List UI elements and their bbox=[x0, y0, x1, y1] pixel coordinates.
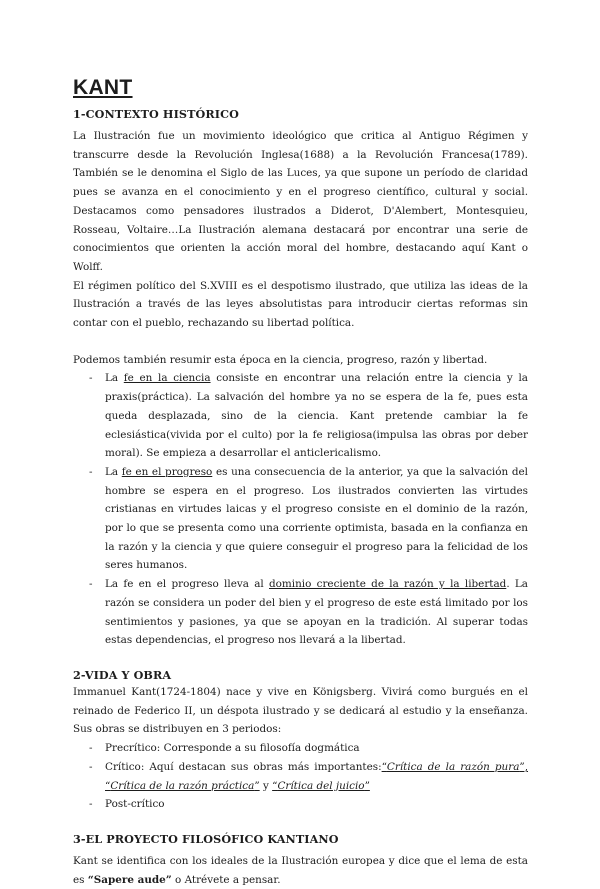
list-dash: - bbox=[89, 372, 93, 385]
term-fe-en-el-progreso: fe en el progreso bbox=[121, 465, 213, 478]
list-dash: - bbox=[89, 798, 93, 811]
section-heading-vida-obra: 2-VIDA Y OBRA bbox=[73, 667, 172, 682]
term-dominio-razon: dominio creciente de la razón y la libertad bbox=[269, 578, 507, 591]
list-item: - La fe en la ciencia consiste en encontrar una relación entre la ciencia y la praxis(práctica). La salvación del hombre ya no se espera de la fe, pues esta queda desplazada, sino de la ciencia. Kant pretende cambiar la fe eclesiástica(vivida por el culto) por la fe religiosa(impulsa las obras por deber moral). Se empieza a desarrollar el anticlericalismo. bbox=[73, 369, 528, 463]
paragraph-sapere-aude: Kant se identifica con los ideales de la Ilustración europea y dice que el lema de esta es “Sapere aude” o Atrévete a pensar. bbox=[73, 854, 528, 886]
list-item: - Precrítico: Corresponde a su filosofía dogmática bbox=[73, 739, 528, 758]
list-item: - Post-crítico bbox=[73, 795, 528, 814]
work-title-juicio: Crítica del juicio bbox=[277, 779, 365, 792]
paragraph-despotismo: El régimen político del S.XVIII es el despotismo ilustrado, que utiliza las ideas de la Ilustración a través de las leyes absolutistas para introducir ciertas reformas sin contar con el pueblo, rechazando su libertad política. bbox=[73, 279, 528, 330]
list-item: - La fe en el progreso lleva al dominio creciente de la razón y la libertad. La razón se considera un poder del bien y el progreso de este está limitado por los sentimientos y pasiones, ya que se apoyan en la tradición. Al superar todas estas dependencias, el progreso nos llevará a la libertad. bbox=[73, 575, 528, 650]
list-dash: - bbox=[89, 760, 93, 773]
paragraph-resumen: Podemos también resumir esta época en la ciencia, progreso, razón y libertad. bbox=[73, 353, 488, 366]
section-heading-contexto: 1-CONTEXTO HISTÓRICO bbox=[73, 107, 239, 121]
work-title-razon-pura: Crítica de la razón pura bbox=[386, 760, 520, 773]
term-fe-en-la-ciencia: fe en la ciencia bbox=[123, 372, 211, 385]
section-heading-proyecto: 3-EL PROYECTO FILOSÓFICO KANTIANO bbox=[73, 831, 339, 846]
paragraph-biografia: Immanuel Kant(1724-1804) nace y vive en Königsberg. Vivirá como burgués en el reinado de Federico II, un déspota ilustrado y se dedicará al estudio y la enseñanza. Sus obras se distribuyen en 3 periodos: bbox=[73, 685, 528, 736]
work-title-razon-practica: Crítica de la razón práctica bbox=[110, 779, 255, 792]
motto-sapere-aude: “Sapere aude” bbox=[87, 873, 172, 886]
document-page bbox=[73, 76, 528, 889]
paragraph-ilustracion: La Ilustración fue un movimiento ideológico que critica al Antiguo Régimen y transcurre desde la Revolución Inglesa(1688) a la Revolución Francesa(1789). También se le denomina el Siglo de las Luces, ya que supone un período de claridad pues se avanza en el conocimiento y en el progreso científico, cultural y social. Destacamos como pensadores ilustrados a Diderot, D'Alembert, Montesquieu, Rosseau, Voltaire…La Ilustración alemana destacará por encontrar una serie de conocimientos que orienten la acción moral del hombre, destacando aquí Kant o Wolff. bbox=[73, 130, 528, 273]
list-item: - La fe en el progreso es una consecuencia de la anterior, ya que la salvación del hombre se espera en el progreso. Los ilustrados convierten las virtudes cristianas en virtudes laicas y el progreso consiste en el dominio de la razón, por lo que se presenta como una corriente optimista, basada en la confianza en la razón y la ciencia y que quiere conseguir el progreso para la felicidad de los seres humanos. bbox=[73, 463, 528, 575]
list-periodos bbox=[73, 739, 528, 814]
document-title: KANT bbox=[73, 76, 133, 99]
list-dash: - bbox=[89, 578, 93, 591]
list-dash: - bbox=[89, 742, 93, 755]
list-dash: - bbox=[89, 465, 93, 478]
list-contexto bbox=[73, 369, 528, 650]
list-item: - Crítico: Aquí destacan sus obras más importantes:“Crítica de la razón pura”, “Crítica de la razón práctica” y “Crítica del juicio” bbox=[73, 758, 528, 795]
